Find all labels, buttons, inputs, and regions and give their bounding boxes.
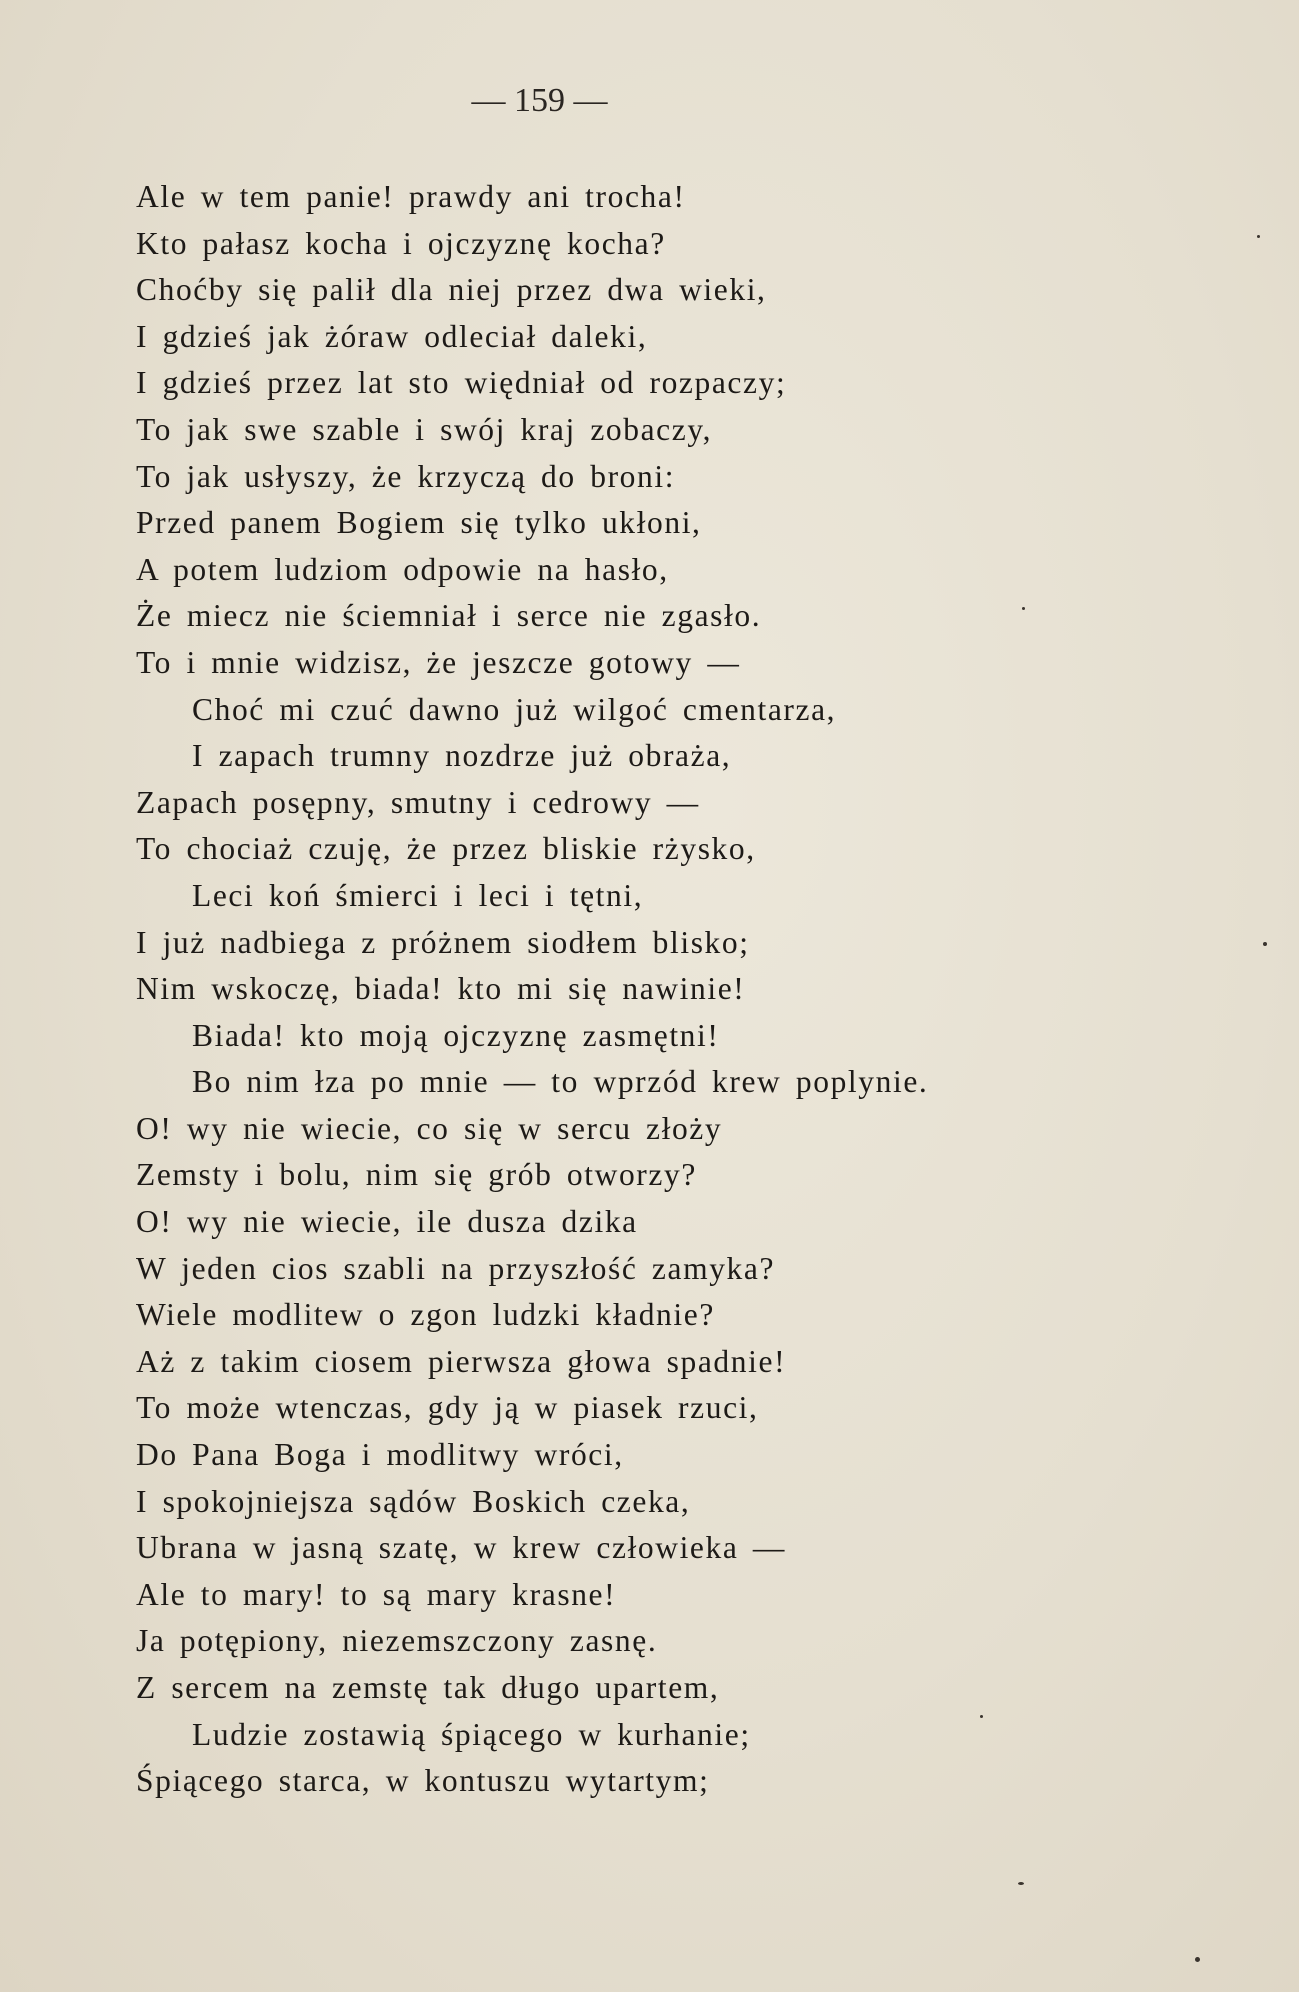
poem-line: Choćby się palił dla niej przez dwa wieki, <box>136 272 767 308</box>
poem-line: Ubrana w jasną szatę, w krew człowieka — <box>136 1530 787 1566</box>
poem-line: Leci koń śmierci i leci i tętni, <box>192 877 644 913</box>
poem-line: To może wtenczas, gdy ją w piasek rzuci, <box>136 1390 759 1426</box>
poem-line: O! wy nie wiecie, ile dusza dzika <box>136 1204 638 1240</box>
poem-line: To chociaż czuję, że przez bliskie rżysko, <box>136 831 756 867</box>
poem-line: Że miecz nie ściemniał i serce nie zgasło. <box>136 598 762 634</box>
poem-line: Kto pałasz kocha i ojczyznę kocha? <box>136 225 666 261</box>
poem-line: I spokojniejsza sądów Boskich czeka, <box>136 1483 691 1519</box>
poem-line: Wiele modlitew o zgon ludzki kładnie? <box>136 1297 715 1333</box>
poem-line: Biada! kto moją ojczyznę zasmętni! <box>192 1017 720 1053</box>
poem-line: Śpiącego starca, w kontuszu wytartym; <box>136 1763 710 1799</box>
poem-line: To i mnie widzisz, że jeszcze gotowy — <box>136 644 741 680</box>
poem-line: Nim wskoczę, biada! kto mi się nawinie! <box>136 971 746 1007</box>
poem-line: I gdzieś przez lat sto więdniał od rozpaczy; <box>136 365 787 401</box>
paper-speck <box>1257 235 1260 238</box>
poem-line: To jak usłyszy, że krzyczą do broni: <box>136 458 676 494</box>
poem-line: Ale w tem panie! prawdy ani trocha! <box>136 179 686 214</box>
poem-line: I już nadbiega z próżnem siodłem blisko; <box>136 924 750 960</box>
poem-line: Ludzie zostawią śpiącego w kurhanie; <box>192 1716 751 1752</box>
poem-line: O! wy nie wiecie, co się w sercu złoży <box>136 1110 723 1146</box>
poem-line: To jak swe szable i swój kraj zobaczy, <box>136 411 713 447</box>
poem-line: Z sercem na zemstę tak długo upartem, <box>136 1670 720 1705</box>
poem-line: W jeden cios szabli na przyszłość zamyka? <box>136 1250 776 1286</box>
poem-line: I zapach trumny nozdrze już obraża, <box>192 738 732 774</box>
page-number: — 159 — <box>471 82 608 119</box>
poem-line: Bo nim łza po mnie — to wprzód krew poplynie. <box>192 1064 929 1100</box>
poem-line: Przed panem Bogiem się tylko ukłoni, <box>136 505 702 541</box>
poem-line: Aż z takim ciosem pierwsza głowa spadnie! <box>136 1343 787 1379</box>
poem-line: Ja potępiony, niezemszczony zasnę. <box>136 1623 658 1659</box>
poem-line: I gdzieś jak żóraw odleciał daleki, <box>136 318 648 354</box>
poem-line: Choć mi czuć dawno już wilgoć cmentarza, <box>192 691 837 727</box>
poem-line: Do Pana Boga i modlitwy wróci, <box>136 1437 624 1473</box>
poem-text <box>136 174 1256 1805</box>
paper-speck <box>1195 1957 1200 1962</box>
poem-line: Zapach posępny, smutny i cedrowy — <box>136 784 700 820</box>
paper-speck <box>1018 1882 1024 1885</box>
paper-speck <box>980 1715 983 1718</box>
paper-speck <box>1263 942 1267 946</box>
poem-line: Zemsty i bolu, nim się grób otworzy? <box>136 1157 697 1193</box>
poem-line: A potem ludziom odpowie na hasło, <box>136 551 669 587</box>
paper-speck <box>1022 607 1025 610</box>
poem-line: Ale to mary! to są mary krasne! <box>136 1576 617 1612</box>
